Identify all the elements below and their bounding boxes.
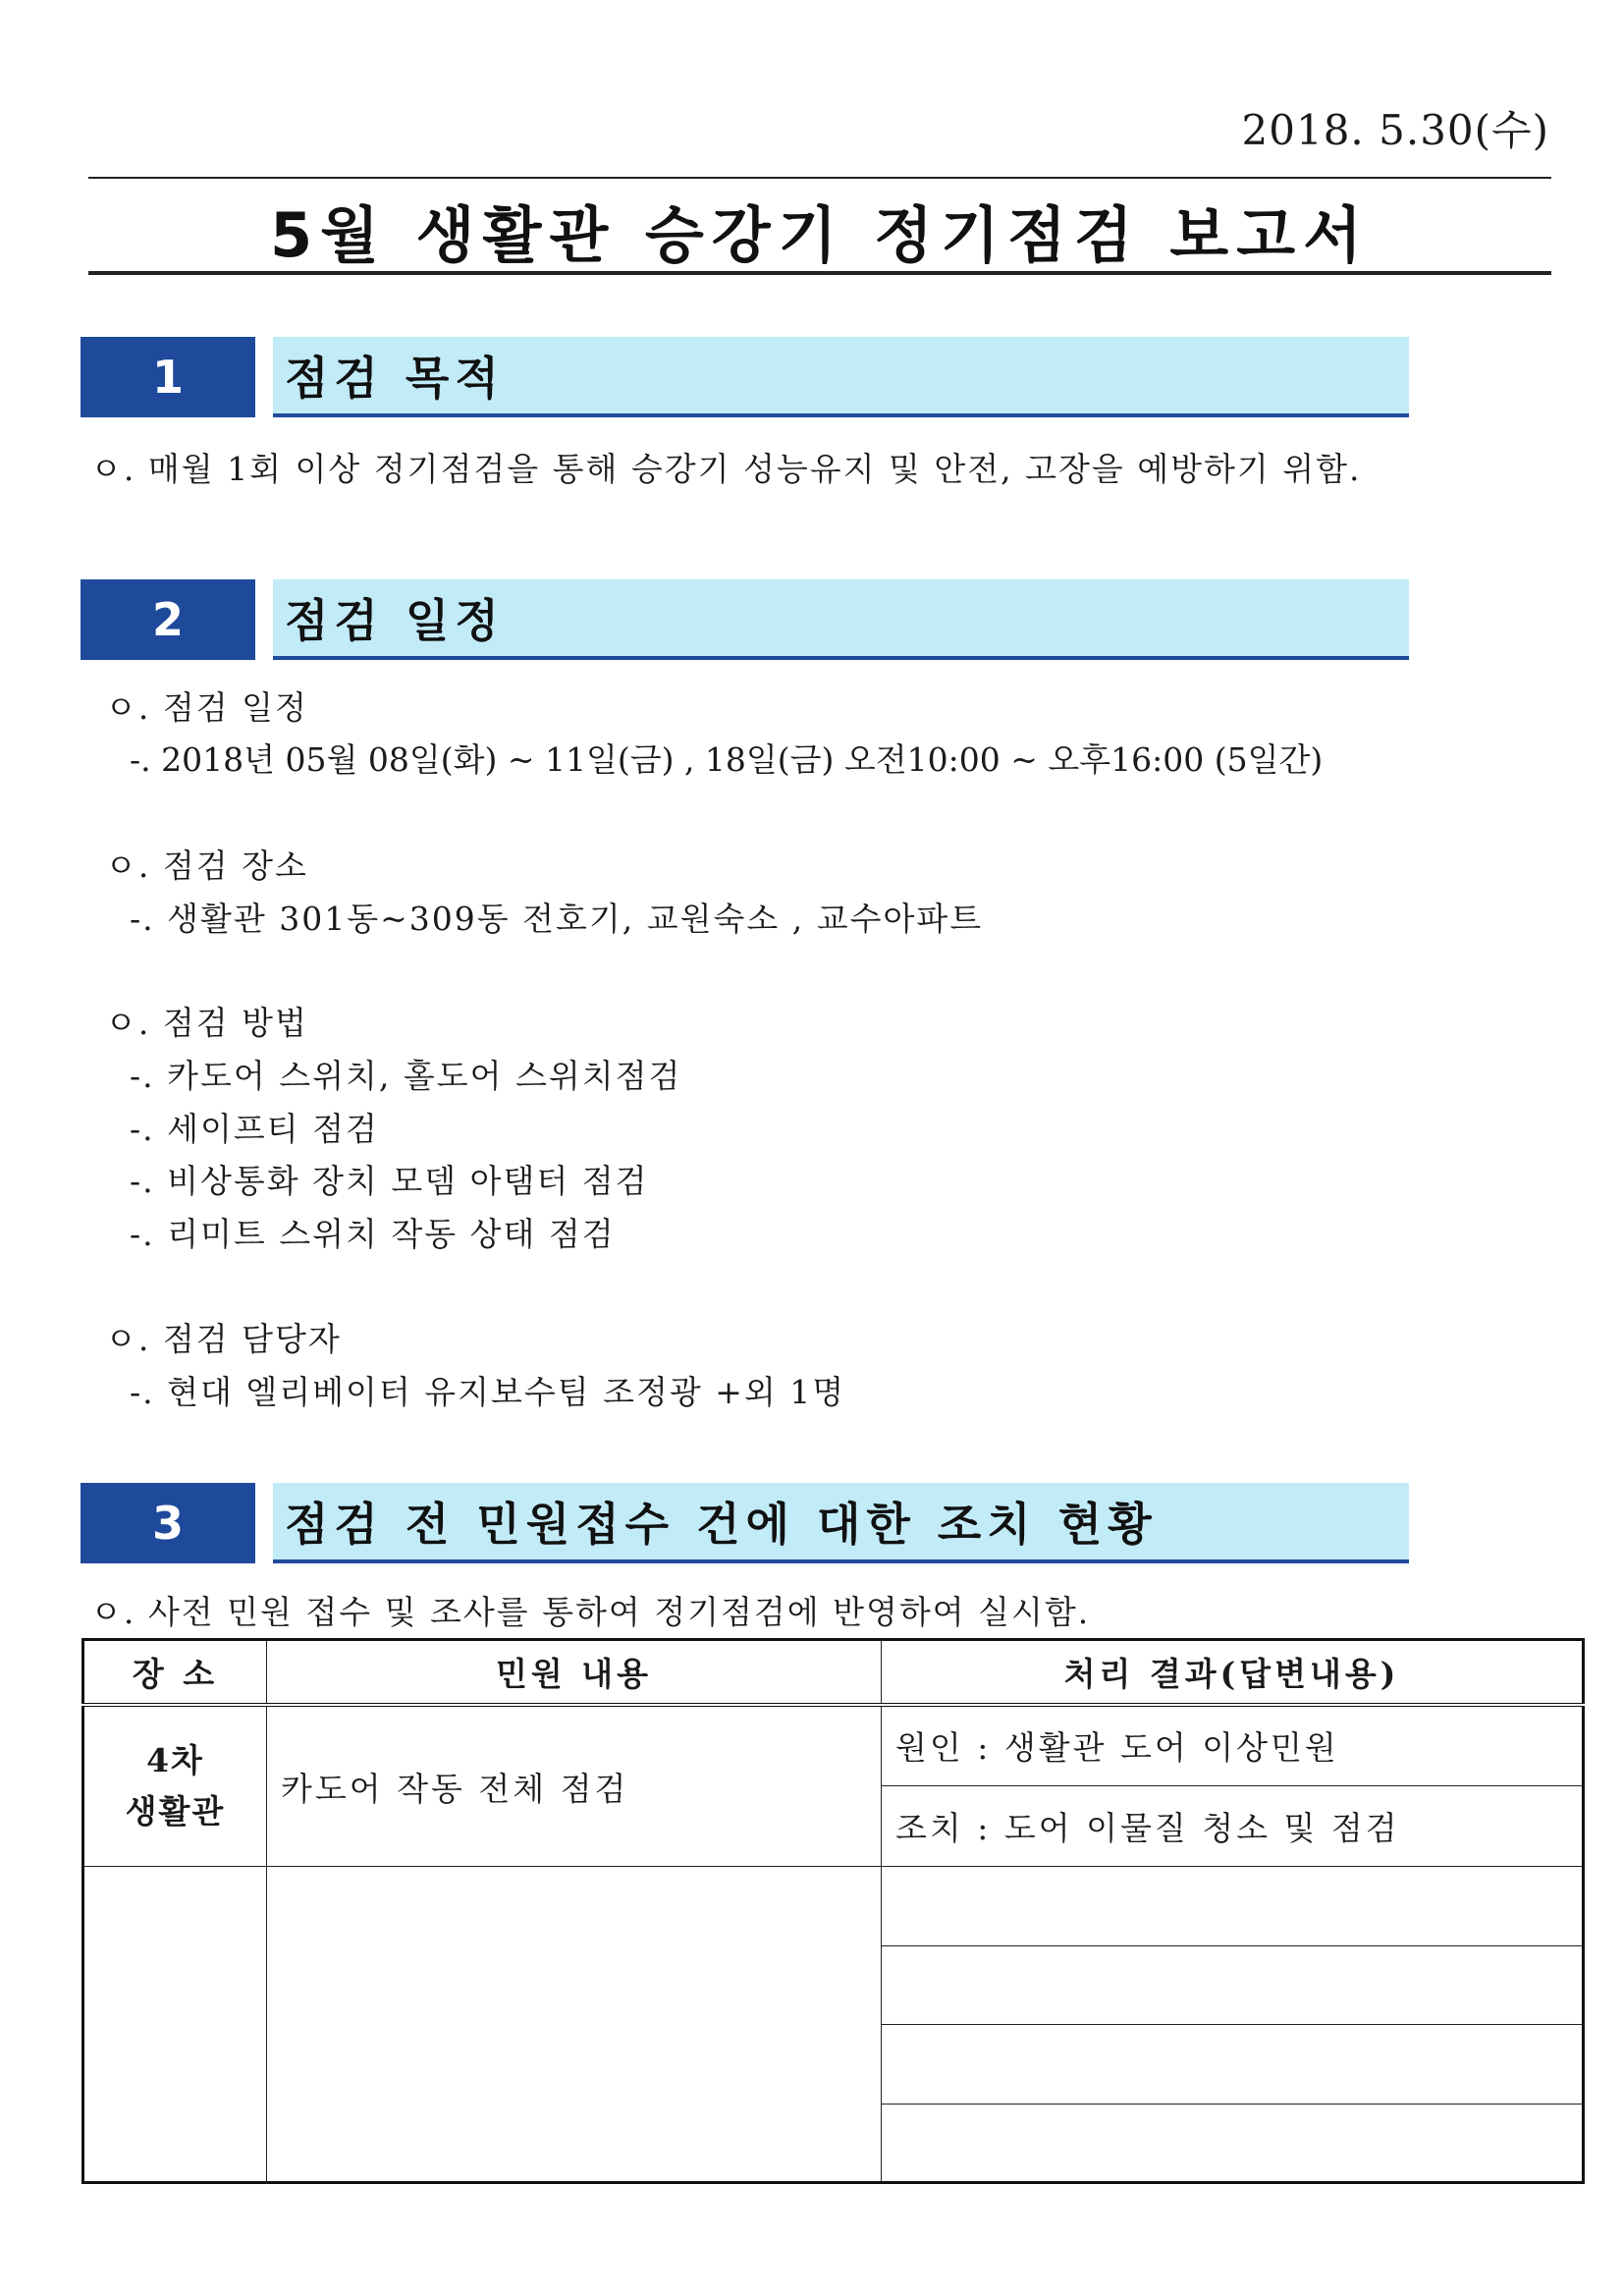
schedule-method-item: -. 리미트 스위치 작동 상태 점검: [130, 1215, 616, 1253]
section-title-bar: [273, 337, 1409, 417]
section-title-bar: [273, 1483, 1409, 1563]
section-title-bar: [273, 579, 1409, 660]
section-number: 2: [81, 579, 255, 660]
table-row: [83, 1705, 1584, 1785]
empty-place-cell: [83, 1867, 267, 2183]
table-header-row: [83, 1640, 1584, 1705]
section-1-header: [81, 337, 1409, 417]
empty-result-cell: [882, 2104, 1584, 2183]
row-place-line2: 생활관: [125, 1792, 226, 1831]
section-2-header: [81, 579, 1409, 660]
report-title: 5월 생활관 승강기 정기점검 보고서: [270, 199, 1370, 271]
schedule-place-heading: ㅇ. 점검 장소: [105, 847, 308, 885]
complaints-intro: ㅇ. 사전 민원 접수 및 조사를 통하여 정기점검에 반영하여 실시함.: [90, 1593, 1091, 1631]
purpose-text: ㅇ. 매월 1회 이상 정기점검을 통해 승강기 성능유지 및 안전, 고장을 예방하기 위함.: [90, 450, 1362, 488]
schedule-date-heading: ㅇ. 점검 일정: [105, 688, 308, 727]
empty-result-cell: [882, 2025, 1584, 2104]
section-title: 점검 목적: [285, 352, 505, 405]
section-3-header: [81, 1483, 1409, 1563]
schedule-method-item: -. 카도어 스위치, 홀도어 스위치점검: [130, 1057, 682, 1095]
empty-content-cell: [267, 1867, 882, 2183]
title-top-rule: [88, 177, 1551, 179]
schedule-method-item: -. 비상통화 장치 모뎀 아탬터 점검: [130, 1162, 649, 1200]
section-title: 점검 일정: [285, 594, 505, 647]
schedule-place-detail: -. 생활관 301동~309동 전호기, 교원숙소 , 교수아파트: [130, 900, 984, 938]
report-date: 2018. 5.30(수): [1241, 106, 1549, 154]
section-title: 점검 전 민원접수 건에 대한 조치 현황: [285, 1498, 1158, 1551]
row-content: 카도어 작동 전체 점검: [267, 1705, 882, 1867]
section-number: 1: [81, 337, 255, 417]
row-place-line1: 4차: [146, 1741, 204, 1780]
row-result-action: 조치 : 도어 이물질 청소 및 점검: [882, 1785, 1584, 1866]
row-result-cause: 원인 : 생활관 도어 이상민원: [882, 1705, 1584, 1785]
complaints-table: [81, 1638, 1585, 2184]
title-bottom-rule: [88, 271, 1551, 275]
header-content: 민원 내용: [267, 1640, 882, 1705]
schedule-staff-detail: -. 현대 엘리베이터 유지보수팀 조정광 +외 1명: [130, 1373, 846, 1411]
schedule-staff-heading: ㅇ. 점검 담당자: [105, 1320, 342, 1358]
schedule-method-item: -. 세이프티 점검: [130, 1110, 379, 1148]
empty-result-cell: [882, 1945, 1584, 2024]
empty-result-cell: [882, 1867, 1584, 1945]
header-result: 처리 결과(답변내용): [882, 1640, 1584, 1705]
header-place: 장 소: [83, 1640, 267, 1705]
schedule-date-detail: -. 2018년 05월 08일(화) ~ 11일(금) , 18일(금) 오전10:00 ~ 오후16:00 (5일간): [130, 740, 1324, 779]
schedule-method-heading: ㅇ. 점검 방법: [105, 1004, 308, 1042]
table-row-empty: [83, 1867, 1584, 1945]
row-place: [83, 1705, 267, 1867]
section-number: 3: [81, 1483, 255, 1563]
